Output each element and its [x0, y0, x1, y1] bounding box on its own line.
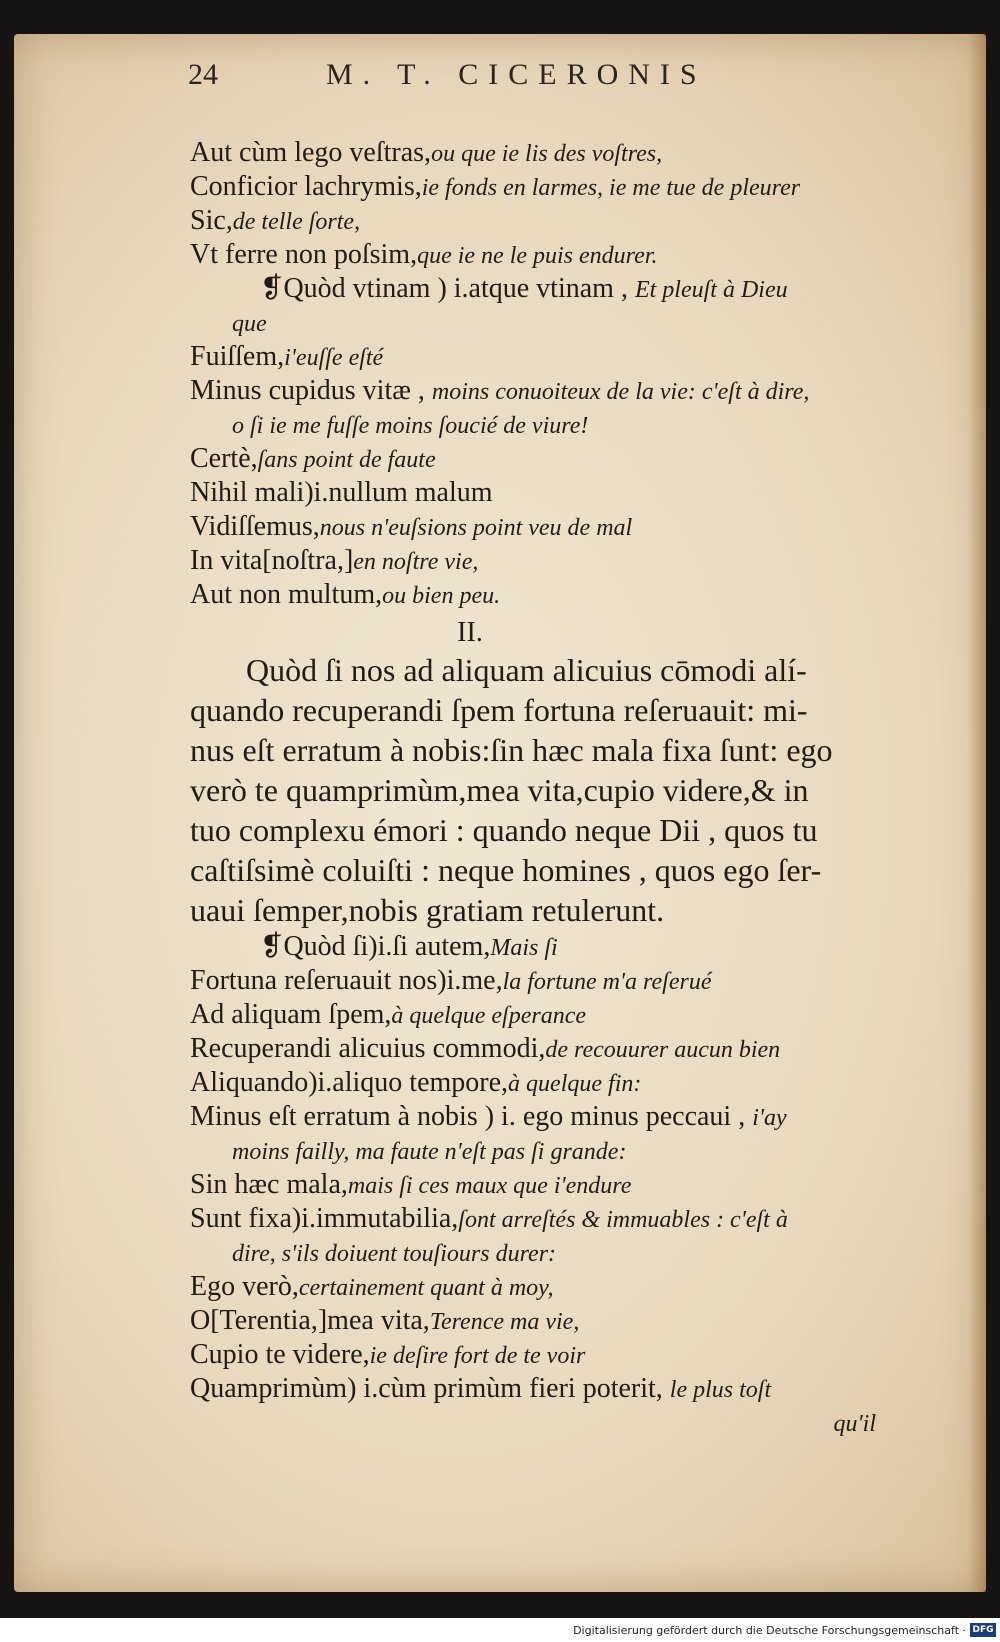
page-text — [190, 136, 910, 1440]
text-line: Certè,ſans point de faute — [190, 443, 436, 474]
digitization-footer — [0, 1618, 1000, 1642]
text-line: Sin hæc mala,mais ſi ces maux que i'endure — [190, 1169, 632, 1200]
paragraph-line: quando recuperandi ſpem fortuna reſeruauit: mi- — [190, 692, 808, 728]
text-line: o ſi ie me fuſſe moins ſoucié de viure! — [232, 413, 589, 439]
section-number: II. — [457, 617, 483, 648]
paragraph-line: verò te quamprimùm,mea vita,cupio videre,& in — [190, 772, 809, 808]
text-line: Sunt fixa)i.immutabilia,ſont arreſtés & immuables : c'eſt à — [190, 1203, 788, 1234]
text-line: Minus cupidus vitæ , moins conuoiteux de la vie: c'eſt à dire, — [190, 375, 810, 406]
text-line: ❡Quòd ſi)i.ſi autem,Mais ſi — [260, 931, 558, 962]
text-line: Vidiſſemus,nous n'euſsions point veu de mal — [190, 511, 633, 542]
text-line: Aut cùm lego veſtras,ou que ie lis des voſtres, — [190, 137, 663, 168]
paragraph-line: caſtiſsimè coluiſti : neque homines , quos ego ſer- — [190, 852, 822, 888]
catchword: qu'il — [833, 1411, 876, 1437]
paragraph-line: Quòd ſi nos ad aliquam alicuius cōmodi alí- — [246, 652, 807, 688]
paragraph-line: nus eſt erratum à nobis:ſin hæc mala fixa ſunt: ego — [190, 732, 833, 768]
text-line: Aliquando)i.aliquo tempore,à quelque fin: — [190, 1067, 642, 1098]
paragraph-line: tuo complexu émori : quando neque Dii , quos tu — [190, 812, 818, 848]
running-title: M. T. CICERONIS — [326, 58, 707, 91]
funding-credit: Digitalisierung gefördert durch die Deutsche Forschungsgemeinschaft · — [573, 1624, 966, 1637]
page-number: 24 — [188, 58, 218, 91]
paragraph-line: uaui ſemper,nobis gratiam retulerunt. — [190, 892, 665, 928]
dfg-logo: DFG — [970, 1623, 996, 1637]
text-line: Aut non multum,ou bien peu. — [190, 579, 501, 610]
text-line: Ad aliquam ſpem,à quelque eſperance — [190, 999, 586, 1030]
text-line: In vita[noſtra,]en noſtre vie, — [190, 545, 479, 576]
text-line: Cupio te videre,ie deſire fort de te voir — [190, 1339, 586, 1370]
page-edge-shadow — [968, 34, 986, 1592]
text-line: Fortuna reſeruauit nos)i.me,la fortune m'a reſerué — [190, 965, 712, 996]
text-line: moins failly, ma faute n'eſt pas ſi grande: — [232, 1139, 627, 1165]
page-header — [176, 58, 876, 98]
text-line: Sic,de telle ſorte, — [190, 205, 361, 236]
text-line: Minus eſt erratum à nobis ) i. ego minus peccaui , i'ay — [190, 1101, 787, 1132]
text-line: Quamprimùm) i.cùm primùm fieri poterit, le plus toſt — [190, 1373, 772, 1404]
text-line: Ego verò,certainement quant à moy, — [190, 1271, 554, 1302]
text-line: Vt ferre non poſsim,que ie ne le puis endurer. — [190, 239, 658, 270]
text-line: que — [232, 311, 267, 337]
text-line: Fuiſſem,i'euſſe eſté — [190, 341, 384, 372]
text-line: O[Terentia,]mea vita,Terence ma vie, — [190, 1305, 580, 1336]
text-line: dire, s'ils doiuent touſiours durer: — [232, 1241, 557, 1267]
text-line: Conficior lachrymis,ie fonds en larmes, ie me tue de pleurer — [190, 171, 801, 202]
text-line: ❡Quòd vtinam ) i.atque vtinam , Et pleuſt à Dieu — [260, 273, 788, 304]
text-line: Nihil mali)i.nullum malum — [190, 477, 493, 508]
text-line: Recuperandi alicuius commodi,de recouurer aucun bien — [190, 1033, 781, 1064]
